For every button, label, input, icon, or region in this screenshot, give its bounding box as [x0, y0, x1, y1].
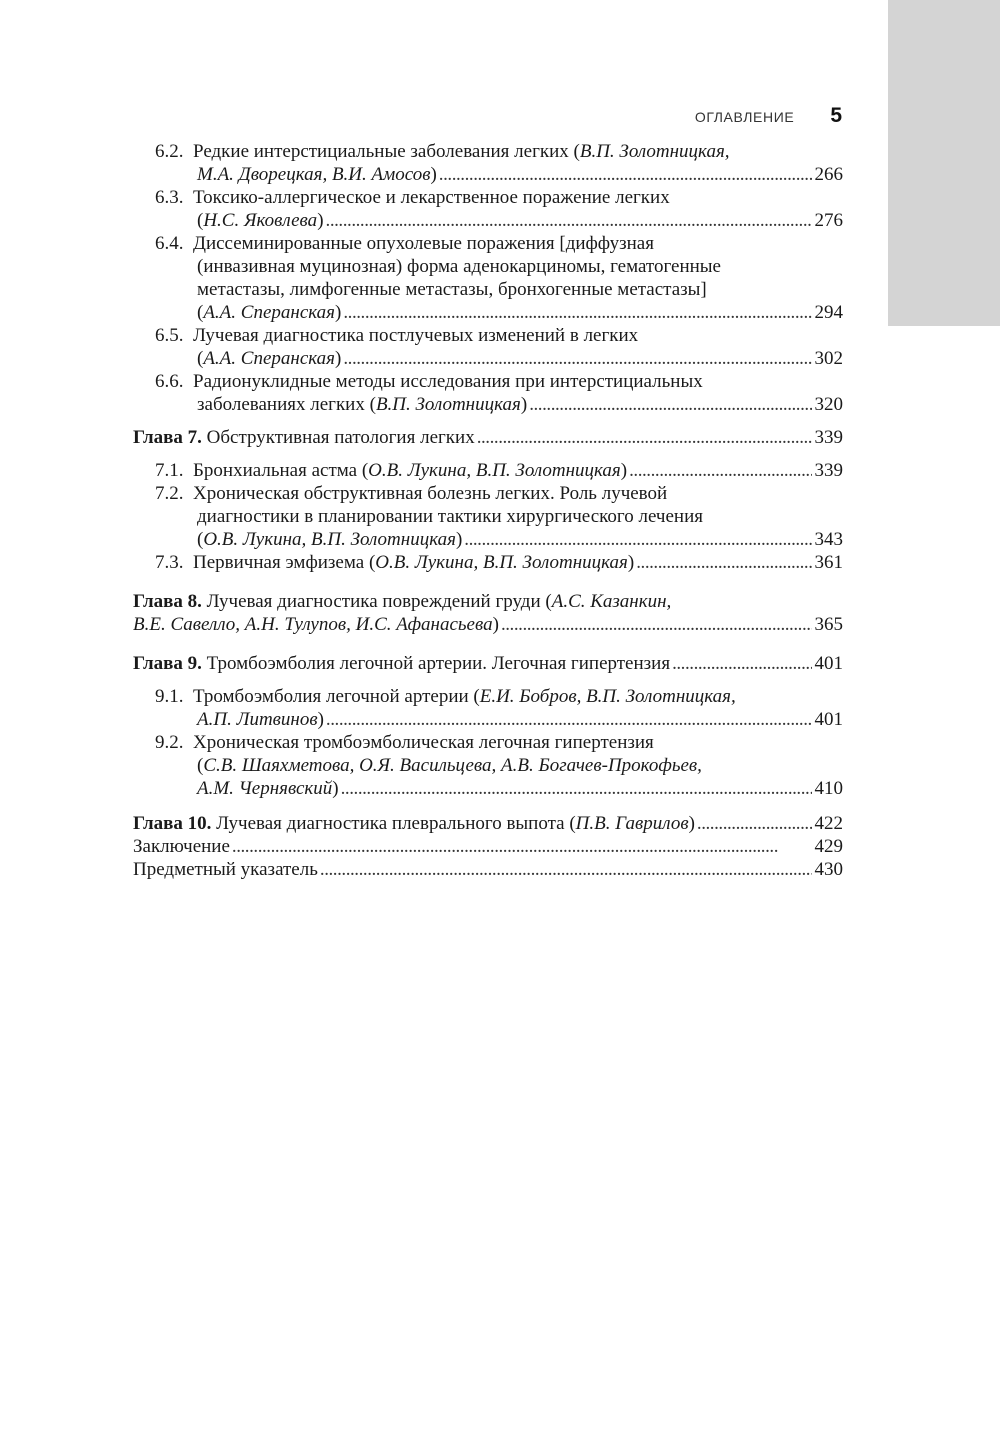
leader-dots [341, 777, 812, 800]
leader-dots [232, 835, 812, 858]
leader-dots [464, 528, 811, 551]
chapter-title: Лучевая диагностика повреждений груди ( [201, 591, 552, 612]
entry-title-cont: (инвазивная муцинозная) форма аденокарциномы, гематогенные [197, 256, 721, 277]
entry-page: 365 [814, 614, 843, 635]
leader-dots [672, 652, 811, 675]
entry-authors: О.В. Лукина, В.П. Золотницкая [375, 552, 628, 573]
toc-entry-6-3[interactable]: 6.3. Токсико-аллергическое и лекарственное поражение легких (Н.С. Яковлева) . . . 276 [133, 186, 843, 232]
toc-entry-6-2[interactable]: 6.2. Редкие интерстициальные заболевания легких (В.П. Золотницкая, М.А. Дворецкая, В.И. Амосов) . . . 266 [133, 140, 843, 186]
entry-title: Хроническая тромбоэмболическая легочная гипертензия [193, 732, 654, 753]
toc-entry-6-5[interactable]: 6.5. Лучевая диагностика постлучевых изменений в легких (А.А. Сперанская) . . . 302 [133, 324, 843, 370]
entry-number: 9.2. [155, 732, 184, 753]
entry-title: Токсико-аллергическое и лекарственное поражение легких [193, 187, 670, 208]
entry-authors-cont: М.А. Дворецкая, В.И. Амосов [197, 164, 431, 185]
entry-authors-cont: А.П. Литвинов [197, 709, 318, 730]
entry-page: 320 [814, 394, 843, 415]
entry-title: Лучевая диагностика постлучевых изменений в легких [193, 325, 639, 346]
leader-dots [343, 301, 811, 324]
entry-page: 361 [814, 552, 843, 573]
chapter-label: Глава 10. [133, 813, 212, 834]
leader-dots [477, 426, 812, 449]
entry-title: Заключение [133, 836, 230, 857]
entry-authors: Е.И. Бобров, В.П. Золотницкая, [479, 686, 736, 707]
leader-dots [629, 459, 811, 482]
entry-authors: В.П. Золотницкая, [579, 141, 730, 162]
entry-page: 266 [814, 164, 843, 185]
entry-title: Предметный указатель [133, 859, 318, 880]
entry-page: 429 [814, 836, 843, 857]
entry-title: Тромбоэмболия легочной артерии ( [193, 686, 480, 707]
entry-title: Диссеминированные опухолевые поражения [диффузная [193, 233, 654, 254]
toc-conclusion[interactable] [133, 835, 843, 858]
toc-entry-7-2[interactable]: 7.2. Хроническая обструктивная болезнь легких. Роль лучевой диагностики в планировании тактики хирургического лечения (О.В. Лукина, В.П. Золотницкая) . . . 343 [133, 482, 843, 551]
toc-subject-index[interactable] [133, 858, 843, 881]
entry-page: 401 [814, 709, 843, 730]
running-header [695, 104, 842, 128]
leader-dots [320, 858, 812, 881]
toc-entry-6-4[interactable]: 6.4. Диссеминированные опухолевые поражения [диффузная (инвазивная муцинозная) форма аденокарциномы, гематогенные метастазы, лимфогенные метастазы, бронхогенные метастазы] (А.А. Сперанская) . . . 294 [133, 232, 843, 324]
entry-number: 9.1. [155, 686, 184, 707]
entry-number: 6.5. [155, 325, 184, 346]
entry-page: 422 [814, 813, 843, 834]
running-header-title: ОГЛАВЛЕНИЕ [694, 109, 795, 125]
entry-title: Первичная эмфизема ( [193, 552, 376, 573]
entry-page: 339 [814, 427, 843, 448]
entry-page: 430 [814, 859, 843, 880]
toc-chapter-7[interactable] [133, 426, 843, 449]
chapter-title: Тромбоэмболия легочной артерии. Легочная гипертензия [201, 653, 671, 674]
toc-entry-7-1[interactable]: 7.1. Бронхиальная астма (О.В. Лукина, В.П. Золотницкая) . . . 339 [133, 459, 843, 482]
leader-dots [501, 613, 812, 636]
chapter-label: Глава 9. [133, 653, 202, 674]
entry-page: 410 [814, 778, 843, 799]
leader-dots [529, 393, 811, 416]
entry-authors: А.А. Сперанская [203, 302, 336, 323]
chapter-title: Лучевая диагностика плеврального выпота ( [211, 813, 576, 834]
entry-authors: О.В. Лукина, В.П. Золотницкая [203, 529, 456, 550]
leader-dots [697, 812, 812, 835]
leader-dots [326, 209, 812, 232]
toc-chapter-8[interactable]: Глава 8. Лучевая диагностика повреждений груди (А.С. Казанкин, В.Е. Савелло, А.Н. Тулупов, И.С. Афанасьева) . . . 365 [133, 590, 843, 636]
toc-entry-6-6[interactable]: 6.6. Радионуклидные методы исследования при интерстициальных заболеваниях легких (В.П. Золотницкая) . . . 320 [133, 370, 843, 416]
toc-entry-9-2[interactable]: 9.2. Хроническая тромбоэмболическая легочная гипертензия (С.В. Шаяхметова, О.Я. Васильцева, А.В. Богачев-Прокофьев, А.М. Чернявский) . . . 410 [133, 731, 843, 800]
entry-number: 7.2. [155, 483, 184, 504]
leader-dots [439, 163, 812, 186]
entry-page: 302 [814, 348, 843, 369]
entry-number: 6.6. [155, 371, 184, 392]
entry-page: 343 [814, 529, 843, 550]
entry-title: Редкие интерстициальные заболевания легких ( [193, 141, 580, 162]
entry-number: 6.4. [155, 233, 184, 254]
leader-dots [636, 551, 811, 574]
entry-page: 401 [814, 653, 843, 674]
entry-authors: С.В. Шаяхметова, О.Я. Васильцева, А.В. Богачев-Прокофьев, [203, 755, 702, 776]
entry-number: 7.3. [155, 552, 184, 573]
leader-dots [326, 708, 812, 731]
entry-number: 6.3. [155, 187, 184, 208]
entry-authors: П.В. Гаврилов [575, 813, 689, 834]
entry-page: 276 [814, 210, 843, 231]
entry-title-cont: диагностики в планировании тактики хирургического лечения [197, 506, 703, 527]
entry-authors: В.П. Золотницкая [375, 394, 521, 415]
entry-authors: А.С. Казанкин, [551, 591, 672, 612]
toc-chapter-10[interactable]: Глава 10. Лучевая диагностика плеврального выпота (П.В. Гаврилов) . . . 422 [133, 812, 843, 835]
entry-number: 6.2. [155, 141, 184, 162]
chapter-label: Глава 8. [133, 591, 202, 612]
leader-dots [343, 347, 811, 370]
chapter-title: Обструктивная патология легких [201, 427, 475, 448]
table-of-contents [133, 140, 843, 881]
toc-chapter-9[interactable] [133, 652, 843, 675]
toc-entry-7-3[interactable]: 7.3. Первичная эмфизема (О.В. Лукина, В.П. Золотницкая) . . . 361 [133, 551, 843, 574]
toc-entry-9-1[interactable]: 9.1. Тромбоэмболия легочной артерии (Е.И. Бобров, В.П. Золотницкая, А.П. Литвинов) . . . 401 [133, 685, 843, 731]
entry-page: 339 [814, 460, 843, 481]
entry-authors-cont: В.Е. Савелло, А.Н. Тулупов, И.С. Афанасьева [133, 614, 493, 635]
entry-authors: А.А. Сперанская [203, 348, 336, 369]
page-number: 5 [830, 104, 842, 127]
chapter-label: Глава 7. [133, 427, 202, 448]
entry-authors: О.В. Лукина, В.П. Золотницкая [368, 460, 621, 481]
page-edge-thumb-tab [888, 0, 1000, 326]
entry-page: 294 [814, 302, 843, 323]
entry-title: Радионуклидные методы исследования при интерстициальных [193, 371, 703, 392]
entry-number: 7.1. [155, 460, 184, 481]
entry-authors: Н.С. Яковлева [203, 210, 318, 231]
entry-title: Бронхиальная астма ( [193, 460, 369, 481]
entry-title: Хроническая обструктивная болезнь легких. Роль лучевой [193, 483, 668, 504]
entry-authors-cont: А.М. Чернявский [197, 778, 333, 799]
entry-title-cont: метастазы, лимфогенные метастазы, бронхогенные метастазы] [197, 279, 707, 300]
